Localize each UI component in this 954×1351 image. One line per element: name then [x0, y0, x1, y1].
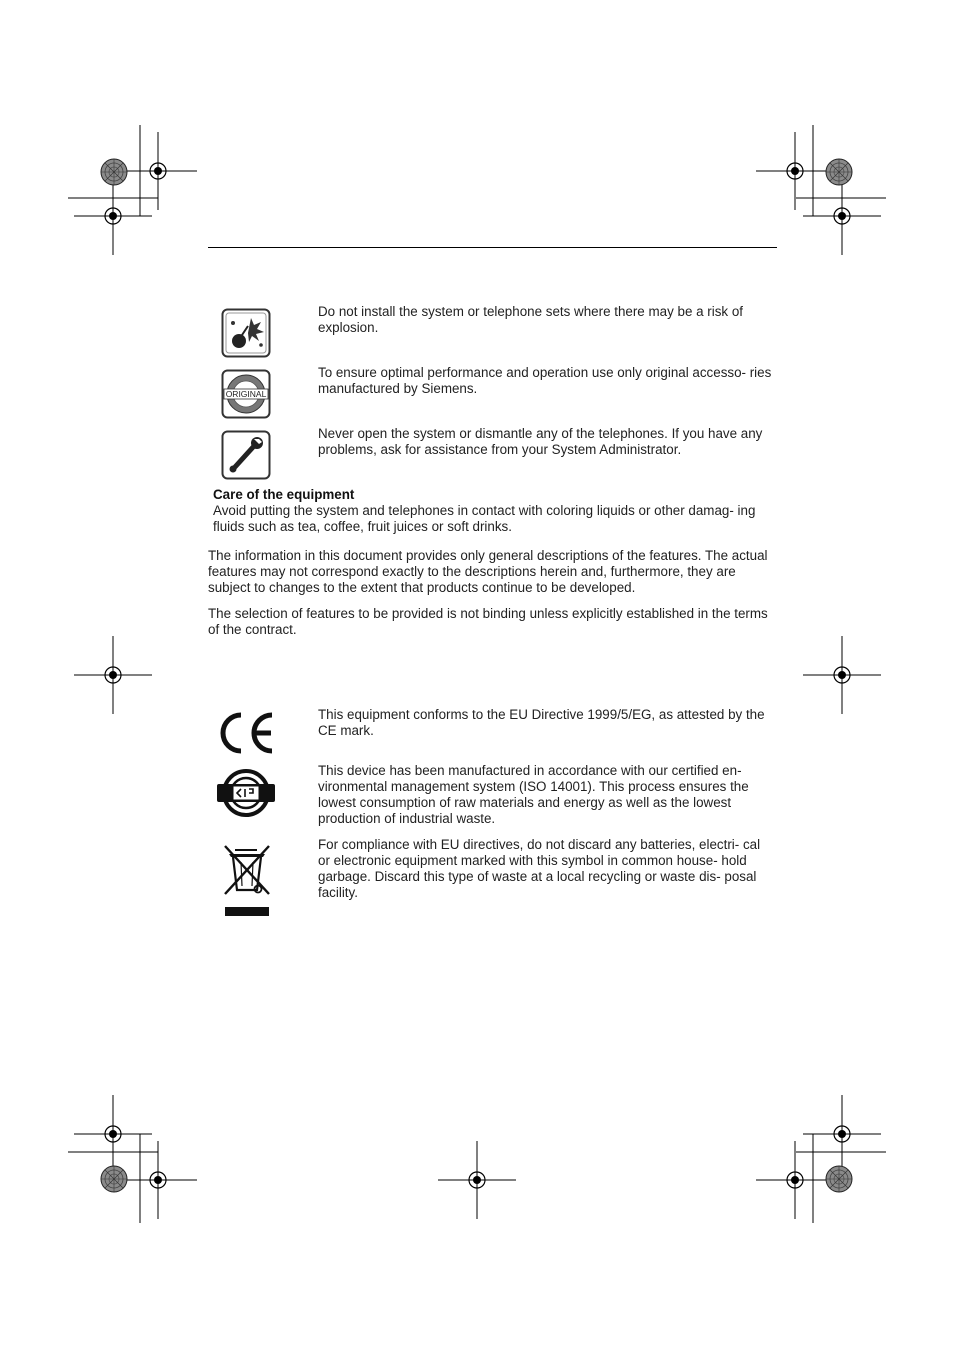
original-accessories-icon — [221, 369, 271, 419]
explosion-warning-icon — [221, 308, 271, 358]
ce-text: This equipment conforms to the EU Directive 1999/5/EG, as attested by the CE mark. — [318, 707, 765, 738]
header-rule — [208, 247, 777, 248]
ce-mark-icon — [216, 709, 276, 757]
original-accessories-text: To ensure optimal performance and operation use only original accesso- ries manufactured by Siemens. — [318, 365, 772, 396]
wrench-icon — [221, 430, 271, 480]
info-paragraph-1: The information in this document provides only general descriptions of the features. The actual features may not correspond exactly to the descriptions herein and, furthermore, they are subject to changes to the extent that products continue to be developed. — [208, 548, 768, 595]
iso-text: This device has been manufactured in accordance with our certified en- vironmental management system (ISO 14001). This process ensures the lowest consumption of raw materials and energy as well as the lowest production of industrial waste. — [318, 763, 749, 826]
weee-text: For compliance with EU directives, do not discard any batteries, electri- cal or electronic equipment marked with this symbol in common house- hold garbage. Discard this type of waste at a local recycling or waste dis- posal facility. — [318, 837, 761, 900]
info-paragraph-2: The selection of features to be provided is not binding unless explicitly established in the terms of the contract. — [208, 606, 768, 637]
crossed-bin-icon — [221, 842, 273, 918]
explosion-warning-text: Do not install the system or telephone sets where there may be a risk of explosion. — [318, 304, 743, 335]
no-dismantle-text: Never open the system or dismantle any of the telephones. If you have any problems, ask for assistance from your System Administrator. — [318, 426, 763, 457]
original-badge-text: ORIGINAL — [225, 389, 267, 399]
iso-environment-icon — [215, 767, 277, 819]
care-heading: Care of the equipment — [213, 487, 355, 502]
care-text: Avoid putting the system and telephones in contact with coloring liquids or other damag- ing fluids such as tea, coffee, fruit juices or soft drinks. — [213, 503, 756, 534]
